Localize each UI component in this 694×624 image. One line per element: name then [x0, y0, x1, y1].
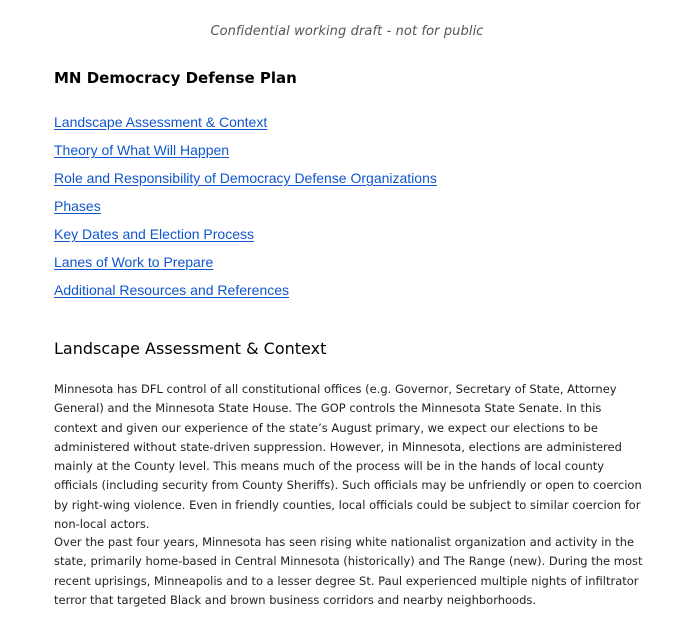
toc-item — [54, 142, 437, 170]
toc-item — [54, 282, 437, 310]
toc-link-additional-resources[interactable]: Additional Resources and References — [54, 282, 290, 298]
toc-item — [54, 170, 437, 198]
section-heading: Landscape Assessment & Context — [54, 339, 327, 358]
body-paragraph: Over the past four years, Minnesota has seen rising white nationalist organization and activity in the state, primarily home-based in Central Minnesota (historically) and The Range (new). During the most recent uprisings, Minneapolis and to a lesser degree St. Paul experienced multiple nights of infiltrator terror that targeted Black and brown business corridors and nearby neighborhoods. — [54, 535, 643, 607]
toc-item — [54, 254, 437, 282]
toc-item — [54, 226, 437, 254]
confidential-note: Confidential working draft - not for public — [210, 24, 484, 39]
toc-link-key-dates[interactable]: Key Dates and Election Process — [54, 226, 254, 242]
toc-link-landscape-assessment[interactable]: Landscape Assessment & Context — [54, 114, 268, 130]
toc-item — [54, 114, 437, 142]
body-paragraph: Minnesota has DFL control of all constitutional offices (e.g. Governor, Secretary of State, Attorney General) and the Minnesota State House. The GOP controls the Minnesota State Senate. In this context and given our experience of the state’s August primary, we expect our elections to be administered without state-driven suppression. However, in Minnesota, elections are administered mainly at the County level. This means much of the process will be in the hands of local county officials (including security from County Sheriffs). Such officials may be unfriendly or open to coercion by right-wing violence. Even in friendly counties, local officials could be subject to similar coercion for non-local actors. — [54, 382, 642, 532]
toc-link-phases[interactable]: Phases — [54, 198, 101, 214]
toc-item — [54, 198, 437, 226]
toc-link-theory-of-what-will-happen[interactable]: Theory of What Will Happen — [54, 142, 230, 158]
document-title: MN Democracy Defense Plan — [54, 69, 297, 87]
toc-link-role-and-responsibility[interactable]: Role and Responsibility of Democracy Defense Organizations — [54, 170, 437, 186]
table-of-contents — [54, 114, 437, 310]
toc-link-lanes-of-work[interactable]: Lanes of Work to Prepare — [54, 254, 214, 270]
